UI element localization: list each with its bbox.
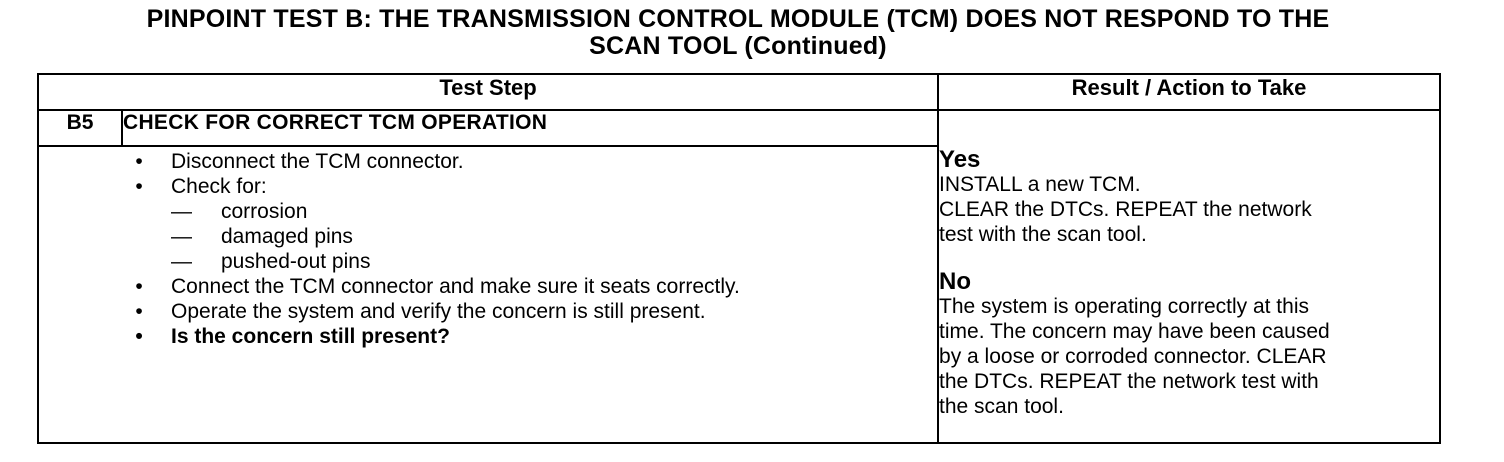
header-row	[38, 74, 1440, 110]
result-no-line: the DTCs. REPEAT the network test with	[939, 370, 1319, 393]
sub-list-item-text: corrosion	[221, 200, 308, 223]
sub-list-item	[171, 199, 937, 224]
result-yes-line: INSTALL a new TCM.	[939, 173, 1141, 196]
pinpoint-test-table	[37, 73, 1441, 444]
title-line-1: PINPOINT TEST B: THE TRANSMISSION CONTROL MODULE (TCM) DOES NOT RESPOND TO THE	[146, 5, 1330, 33]
step-body	[38, 146, 938, 443]
list-item-text: Connect the TCM connector and make sure it seats correctly.	[171, 275, 740, 298]
result-no-line: by a loose or corroded connector. CLEAR	[939, 345, 1327, 368]
result-yes-line: CLEAR the DTCs. REPEAT the network	[939, 198, 1312, 221]
list-item	[39, 149, 937, 174]
list-item	[39, 174, 937, 274]
result-no-line: time. The concern may have been caused	[939, 320, 1330, 343]
result-yes-label: Yes	[939, 146, 981, 173]
list-item-question	[39, 324, 937, 349]
bullet-icon: •	[135, 275, 143, 298]
result-no-label: No	[939, 268, 972, 295]
list-item-text: Disconnect the TCM connector.	[171, 150, 464, 173]
result-yes	[939, 147, 1439, 247]
result-no-line: the scan tool.	[939, 395, 1064, 418]
list-item-text: Operate the system and verify the concern is still present.	[171, 300, 706, 323]
step-list	[39, 149, 937, 349]
list-item	[39, 274, 937, 299]
sub-list-item	[171, 224, 937, 249]
result-yes-line: test with the scan tool.	[939, 223, 1147, 246]
list-item-text: Is the concern still present?	[171, 325, 450, 348]
bullet-icon: •	[135, 300, 143, 323]
result-cell	[938, 110, 1440, 443]
page-title	[0, 6, 1476, 60]
sub-list-item	[171, 249, 937, 274]
result-header: Result / Action to Take	[938, 74, 1440, 110]
test-step-header: Test Step	[38, 74, 938, 110]
dash-icon: —	[171, 250, 192, 273]
result-no	[939, 269, 1439, 419]
dash-icon: —	[171, 225, 192, 248]
dash-icon: —	[171, 200, 192, 223]
step-id: B5	[38, 110, 122, 146]
step-title-row	[38, 110, 1440, 146]
step-name: CHECK FOR CORRECT TCM OPERATION	[122, 110, 938, 146]
sub-list	[171, 199, 937, 274]
list-item-text: Check for:	[171, 175, 267, 198]
bullet-icon: •	[135, 175, 143, 198]
result-no-line: The system is operating correctly at this	[939, 295, 1309, 318]
bullet-icon: •	[135, 325, 143, 348]
list-item	[39, 299, 937, 324]
sub-list-item-text: pushed-out pins	[221, 250, 371, 273]
sub-list-item-text: damaged pins	[221, 225, 353, 248]
bullet-icon: •	[135, 150, 143, 173]
title-line-2: SCAN TOOL (Continued)	[589, 32, 887, 60]
